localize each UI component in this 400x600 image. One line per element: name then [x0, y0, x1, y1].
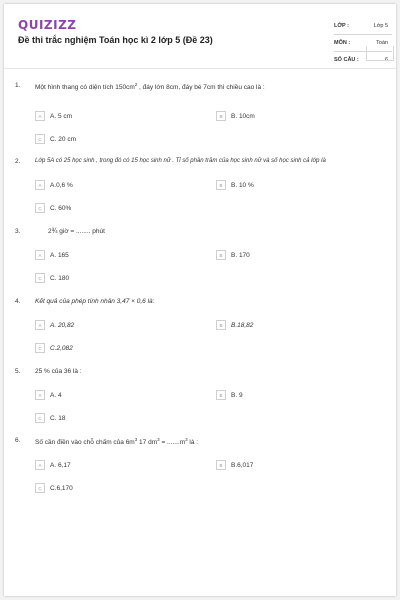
meta-value: 6: [384, 57, 388, 63]
option-c[interactable]: [35, 273, 69, 283]
option-label: B.18,82: [231, 321, 254, 329]
question-number: 5.: [15, 368, 21, 375]
option-letter-box: C: [35, 413, 45, 423]
option-c[interactable]: [35, 483, 73, 493]
option-b[interactable]: [216, 320, 253, 330]
option-label: A. 6,17: [50, 461, 71, 469]
option-letter-box: A: [35, 460, 45, 470]
option-c[interactable]: [35, 343, 73, 353]
question-number: 1.: [15, 82, 21, 89]
option-c[interactable]: [35, 134, 76, 144]
option-letter-box: C: [35, 483, 45, 493]
option-letter-box: B: [216, 320, 226, 330]
meta-row-class: [334, 18, 392, 35]
option-letter-box: C: [35, 203, 45, 213]
question-text: 2¾ giờ = ........ phút: [48, 228, 105, 235]
option-letter-box: A: [35, 320, 45, 330]
option-label: C. 180: [50, 274, 70, 282]
option-label: C.2,082: [50, 344, 73, 352]
header-divider: [4, 68, 396, 69]
quizizz-logo: QUIZIZZ: [18, 18, 77, 32]
meta-value: Toán: [376, 40, 388, 46]
option-label: B. 10 %: [231, 181, 254, 189]
option-b[interactable]: [216, 460, 253, 470]
option-label: B. 170: [231, 251, 250, 259]
option-label: C. 20 cm: [50, 135, 77, 143]
option-b[interactable]: [216, 390, 243, 400]
option-letter-box: B: [216, 390, 226, 400]
option-label: B. 10cm: [231, 112, 255, 120]
option-letter-box: A: [35, 250, 45, 260]
worksheet-page: [4, 4, 396, 596]
question-number: 2.: [15, 158, 21, 165]
option-label: A.0,6 %: [50, 181, 73, 189]
option-letter-box: C: [35, 343, 45, 353]
fraction-three-quarters: ¾: [51, 228, 58, 235]
meta-label: LỚP :: [334, 23, 349, 29]
meta-label: SỐ CÂU :: [334, 57, 359, 63]
option-c[interactable]: [35, 203, 71, 213]
option-label: A. 4: [50, 391, 62, 399]
question-text: Số cần điền vào chỗ chấm của $6m^3$ 17 $dm^3 = .......m^3$ là :: [35, 437, 199, 447]
option-label: C. 60%: [50, 204, 72, 212]
option-letter-box: A: [35, 180, 45, 190]
option-b[interactable]: [216, 180, 254, 190]
option-label: A. 5 cm: [50, 112, 73, 120]
option-letter-box: B: [216, 460, 226, 470]
option-label: B. 9: [231, 391, 243, 399]
option-letter-box: A: [35, 390, 45, 400]
option-label: C. 18: [50, 414, 66, 422]
question-text: Một hình thang có diện tích $150cm^2$ , đáy lớn 8cm, đáy bé 7cm thì chiều cao là :: [35, 82, 265, 92]
worksheet-title: Đề thi trắc nghiệm Toán học kì 2 lớp 5 (Đề 23): [18, 35, 213, 45]
meta-count-box: [366, 46, 394, 61]
option-label: C.6,170: [50, 484, 73, 492]
option-a[interactable]: [35, 320, 74, 330]
option-a[interactable]: [35, 111, 72, 121]
option-label: A. 20,82: [50, 321, 75, 329]
question-text: Lớp 5A có 25 học sinh , trong đó có 15 học sinh nữ . Tỉ số phần trăm của học sinh nữ và số học sinh cả lớp là: [35, 158, 326, 164]
question-text: 25 % của 36 là :: [35, 368, 82, 375]
option-a[interactable]: [35, 460, 71, 470]
meta-label: MÔN :: [334, 40, 351, 46]
option-letter-box: B: [216, 180, 226, 190]
option-letter-box: B: [216, 111, 226, 121]
option-label: A. 165: [50, 251, 69, 259]
option-a[interactable]: [35, 180, 73, 190]
option-letter-box: A: [35, 111, 45, 121]
option-letter-box: C: [35, 134, 45, 144]
option-letter-box: B: [216, 250, 226, 260]
option-a[interactable]: [35, 250, 69, 260]
meta-value: Lớp 5: [373, 23, 388, 29]
option-label: B.6,017: [231, 461, 254, 469]
question-number: 6.: [15, 437, 21, 444]
question-number: 4.: [15, 298, 21, 305]
question-number: 3.: [15, 228, 21, 235]
question-text: Kết quả của phép tính nhân 3,47 × 0,6 là:: [35, 298, 155, 305]
option-b[interactable]: [216, 250, 250, 260]
option-b[interactable]: [216, 111, 255, 121]
option-c[interactable]: [35, 413, 66, 423]
option-letter-box: C: [35, 273, 45, 283]
option-a[interactable]: [35, 390, 62, 400]
